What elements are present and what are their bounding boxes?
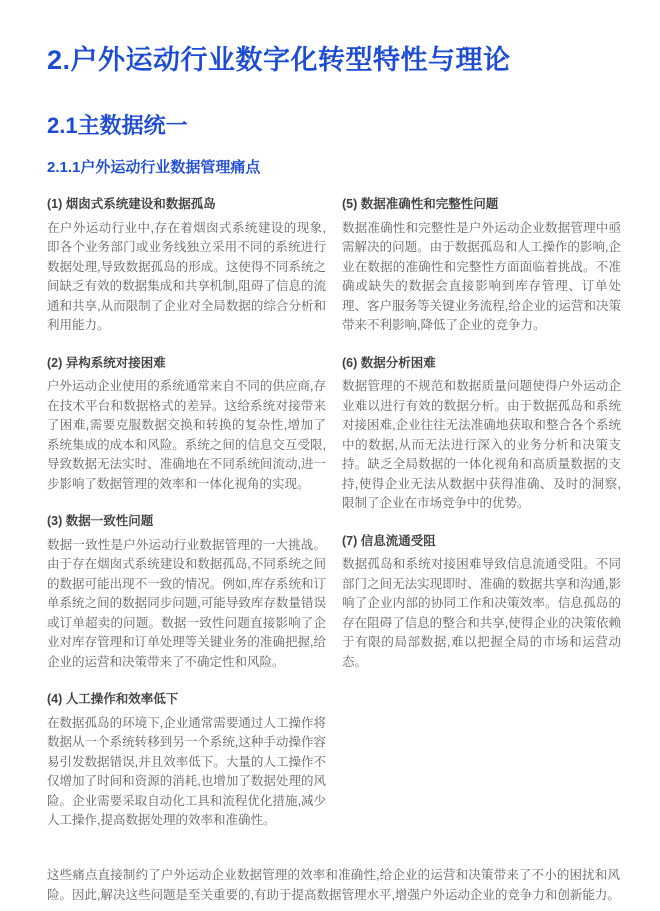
pain-point-body: 在数据孤岛的环境下,企业通常需要通过人工操作将数据从一个系统转移到另一个系统,这种手动操作容易引发数据错误,并且效率低下。大量的人工操作不仅增加了时间和资源的消耗,也增加了数据处理的风险。企业需要采取自动化工具和流程优化措施,减少人工操作,提高数据处理的效率和准确性。 (47, 715, 326, 828)
pain-point-section-4 (47, 691, 326, 831)
pain-point-section-5 (342, 196, 621, 336)
pain-point-section-7 (342, 533, 621, 673)
closing-paragraph: 这些痛点直接制约了户外运动企业数据管理的效率和准确性,给企业的运营和决策带来了不小的困扰和风险。因此,解决这些问题是至关重要的,有助于提高数据管理水平,增强户外运动企业的竞争力和创新能力。 (47, 867, 620, 902)
two-column-layout (47, 196, 620, 850)
pain-point-heading: (6) 数据分析困难 (342, 355, 436, 370)
chapter-title: 2.户外运动行业数字化转型特性与理论 (47, 45, 511, 75)
pain-point-heading: (1) 烟囱式系统建设和数据孤岛 (47, 197, 216, 212)
pain-point-heading: (2) 异构系统对接困难 (47, 355, 166, 370)
section-title: 2.1主数据统一 (47, 112, 188, 138)
pain-point-body: 数据准确性和完整性是户外运动企业数据管理中亟需解决的问题。由于数据孤岛和人工操作的影响,企业在数据的准确性和完整性方面面临着挑战。不准确或缺失的数据会直接影响到库存管理、订单处理、客户服务等关键业务流程,给企业的运营和决策带来不利影响,降低了企业的竞争力。 (342, 220, 621, 333)
right-column (342, 196, 621, 850)
pain-point-body: 在户外运动行业中,存在着烟囱式系统建设的现象,即各个业务部门或业务线独立采用不同的系统进行数据处理,导致数据孤岛的形成。这使得不同系统之间缺乏有效的数据集成和共享机制,阻碍了信息的流通和共享,从而限制了企业对全局数据的综合分析和利用能力。 (47, 220, 326, 333)
pain-point-heading: (5) 数据准确性和完整性问题 (342, 197, 499, 212)
pain-point-body: 数据一致性是户外运动行业数据管理的一大挑战。由于存在烟囱式系统建设和数据孤岛,不同系统之间的数据可能出现不一致的情况。例如,库存系统和订单系统之间的数据同步问题,可能导致库存数量错误或订单超卖的问题。数据一致性问题直接影响了企业对库存管理和订单处理等关键业务的准确把握,给企业的运营和决策带来了不确定性和风险。 (47, 537, 326, 669)
pain-point-body: 数据孤岛和系统对接困难导致信息流通受阻。不同部门之间无法实现即时、准确的数据共享和沟通,影响了企业内部的协同工作和决策效率。信息孤岛的存在阻碍了信息的整合和共享,使得企业的决策依赖于有限的局部数据,难以把握全局的市场和运营动态。 (342, 557, 621, 669)
pain-point-heading: (3) 数据一致性问题 (47, 514, 154, 529)
pain-point-section-1 (47, 196, 326, 336)
pain-point-section-3 (47, 513, 326, 672)
pain-point-body: 户外运动企业使用的系统通常来自不同的供应商,存在技术平台和数据格式的差异。这给系统对接带来了困难,需要克服数据交换和转换的复杂性,增加了系统集成的成本和风险。系统之间的信息交互受限,导致数据无法实时、准确地在不同系统间流动,进一步影响了数据管理的效率和一体化视角的实现。 (47, 379, 326, 491)
pain-point-heading: (7) 信息流通受阻 (342, 533, 436, 548)
pain-point-section-6 (342, 355, 621, 514)
pain-point-heading: (4) 人工操作和效率低下 (47, 692, 179, 707)
pain-point-section-2 (47, 355, 326, 495)
subsection-title: 2.1.1户外运动行业数据管理痛点 (47, 159, 261, 177)
left-column (47, 196, 326, 850)
pain-point-body: 数据管理的不规范和数据质量问题使得户外运动企业难以进行有效的数据分析。由于数据孤岛和系统对接困难,企业往往无法准确地获取和整合各个系统中的数据,从而无法进行深入的业务分析和决策支持。缺乏全局数据的一体化视角和高质量数据的支持,使得企业无法从数据中获得准确、及时的洞察,限制了企业在市场竞争中的优势。 (342, 379, 621, 511)
